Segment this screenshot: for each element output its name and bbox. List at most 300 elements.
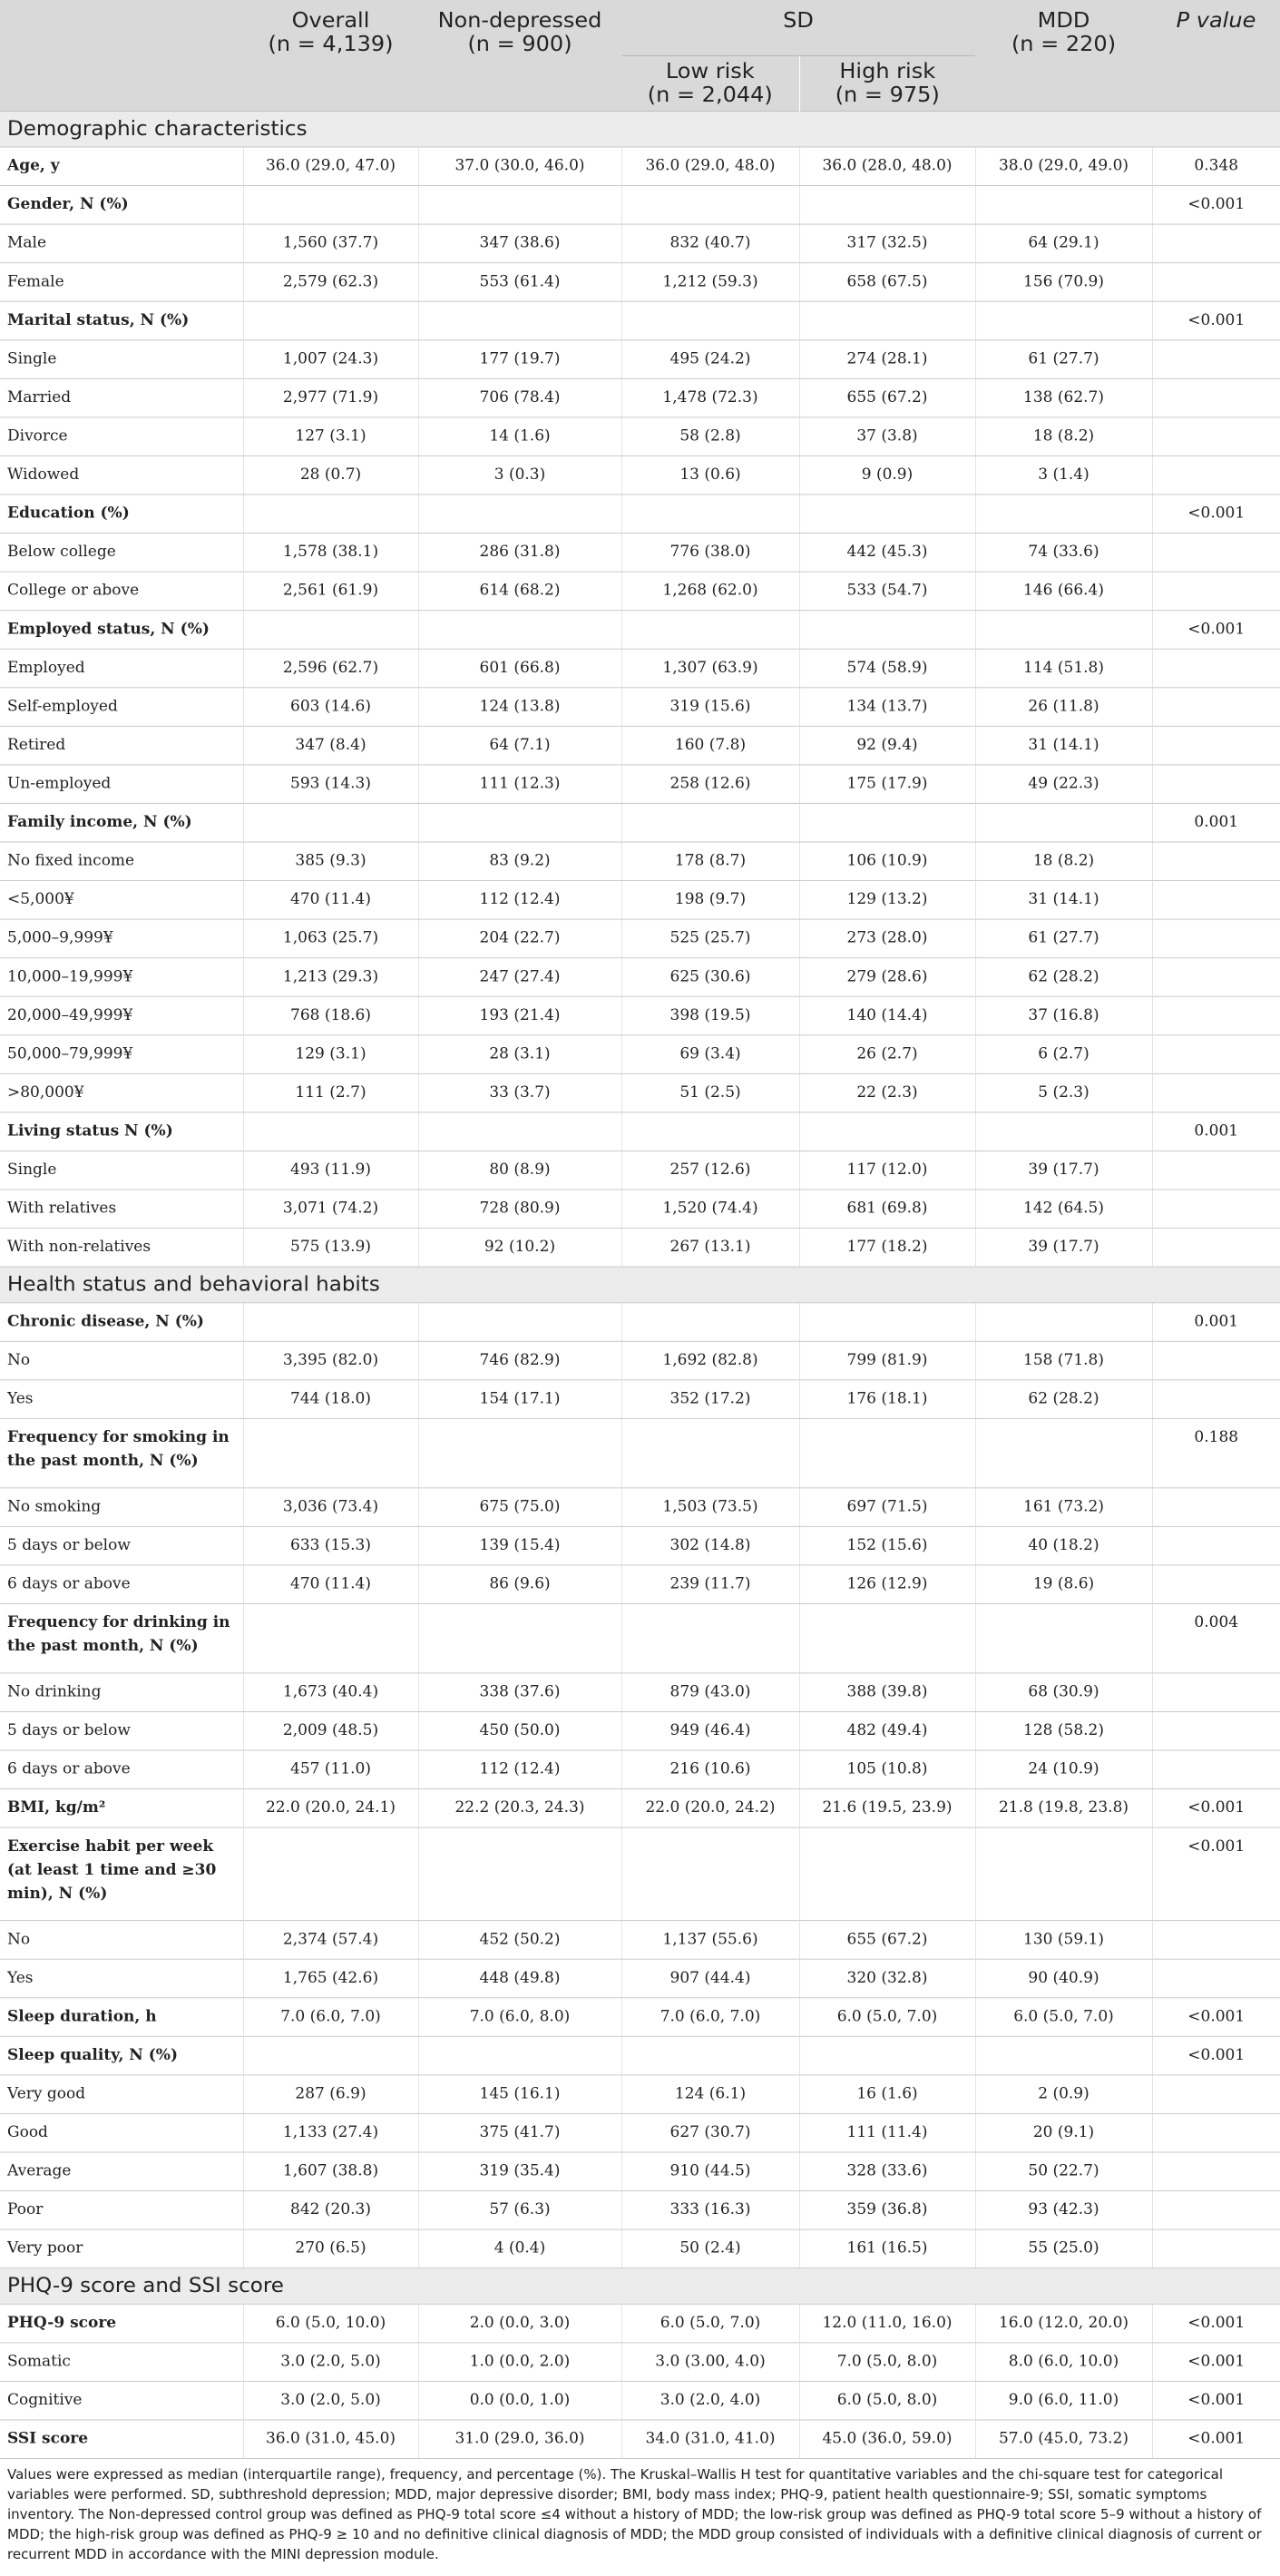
table-cell bbox=[418, 803, 621, 842]
table-cell: 3.0 (2.0, 5.0) bbox=[243, 2381, 418, 2420]
table-cell: 452 (50.2) bbox=[418, 1920, 621, 1959]
table-cell bbox=[799, 803, 975, 842]
table-cell: 8.0 (6.0, 10.0) bbox=[975, 2342, 1152, 2381]
table-cell: 1,007 (24.3) bbox=[243, 339, 418, 378]
table-cell: 319 (35.4) bbox=[418, 2151, 621, 2190]
table-cell: 7.0 (6.0, 8.0) bbox=[418, 1997, 621, 2036]
table-row bbox=[0, 1711, 1280, 1750]
table-cell bbox=[1152, 1750, 1280, 1789]
table-cell: 273 (28.0) bbox=[799, 919, 975, 958]
table-cell: 2,579 (62.3) bbox=[243, 262, 418, 301]
table-cell: 267 (13.1) bbox=[621, 1228, 799, 1267]
table-cell: 746 (82.9) bbox=[418, 1341, 621, 1380]
table-cell bbox=[418, 610, 621, 649]
section-title: Health status and behavioral habits bbox=[0, 1267, 1280, 1303]
table-cell: 74 (33.6) bbox=[975, 533, 1152, 572]
table-cell: 64 (29.1) bbox=[975, 224, 1152, 263]
table-cell: 603 (14.6) bbox=[243, 687, 418, 726]
row-label: >80,000¥ bbox=[0, 1073, 243, 1112]
table-cell: 7.0 (6.0, 7.0) bbox=[621, 1997, 799, 2036]
table-row bbox=[0, 1920, 1280, 1959]
table-cell: 112 (12.4) bbox=[418, 880, 621, 919]
table-cell: 1,520 (74.4) bbox=[621, 1190, 799, 1229]
row-label: Single bbox=[0, 1151, 243, 1190]
table-cell: 111 (12.3) bbox=[418, 764, 621, 803]
table-cell: 40 (18.2) bbox=[975, 1526, 1152, 1565]
table-cell bbox=[1152, 1526, 1280, 1565]
table-cell: 130 (59.1) bbox=[975, 1920, 1152, 1959]
table-cell bbox=[1152, 1959, 1280, 1998]
table-cell: 114 (51.8) bbox=[975, 649, 1152, 688]
table-cell bbox=[621, 301, 799, 340]
table-cell bbox=[621, 2036, 799, 2075]
row-label: Living status N (%) bbox=[0, 1112, 243, 1151]
table-cell: 258 (12.6) bbox=[621, 764, 799, 803]
table-cell: 18 (8.2) bbox=[975, 416, 1152, 455]
table-cell: 26 (2.7) bbox=[799, 1034, 975, 1073]
table-row bbox=[0, 1487, 1280, 1526]
table-cell: 61 (27.7) bbox=[975, 339, 1152, 378]
row-label: Sleep quality, N (%) bbox=[0, 2036, 243, 2075]
table-row bbox=[0, 2190, 1280, 2229]
row-label: Sleep duration, h bbox=[0, 1997, 243, 2036]
table-cell: 3,395 (82.0) bbox=[243, 1341, 418, 1380]
row-label: Married bbox=[0, 378, 243, 417]
table-cell bbox=[1152, 1151, 1280, 1190]
table-cell bbox=[621, 495, 799, 534]
table-row bbox=[0, 842, 1280, 881]
table-cell: 333 (16.3) bbox=[621, 2190, 799, 2229]
table-cell: 7.0 (5.0, 8.0) bbox=[799, 2342, 975, 2381]
row-label: Frequency for drinking in the past month, N (%) bbox=[0, 1603, 243, 1672]
row-label: Divorce bbox=[0, 416, 243, 455]
row-label: Male bbox=[0, 224, 243, 263]
table-cell: 274 (28.1) bbox=[799, 339, 975, 378]
table-cell: 145 (16.1) bbox=[418, 2074, 621, 2113]
table-row bbox=[0, 1672, 1280, 1711]
table-row bbox=[0, 764, 1280, 803]
table-cell: 706 (78.4) bbox=[418, 378, 621, 417]
table-cell: 286 (31.8) bbox=[418, 533, 621, 572]
table-cell: 0.0 (0.0, 1.0) bbox=[418, 2381, 621, 2420]
table-cell bbox=[799, 2036, 975, 2075]
table-cell bbox=[1152, 2229, 1280, 2268]
table-cell: 36.0 (29.0, 48.0) bbox=[621, 147, 799, 186]
table-cell: 907 (44.4) bbox=[621, 1959, 799, 1998]
table-cell: 36.0 (31.0, 45.0) bbox=[243, 2419, 418, 2458]
table-cell: 51 (2.5) bbox=[621, 1073, 799, 1112]
section-header bbox=[0, 1267, 1280, 1303]
table-cell: 879 (43.0) bbox=[621, 1672, 799, 1711]
table-cell: 152 (15.6) bbox=[799, 1526, 975, 1565]
table-cell: 1,213 (29.3) bbox=[243, 957, 418, 996]
table-cell: 398 (19.5) bbox=[621, 996, 799, 1035]
table-cell: 50 (22.7) bbox=[975, 2151, 1152, 2190]
table-cell bbox=[418, 1112, 621, 1151]
row-label: Yes bbox=[0, 1959, 243, 1998]
table-cell: 160 (7.8) bbox=[621, 726, 799, 765]
table-row bbox=[0, 1418, 1280, 1487]
table-cell bbox=[243, 301, 418, 340]
table-cell: 92 (9.4) bbox=[799, 726, 975, 765]
table-cell: 106 (10.9) bbox=[799, 842, 975, 881]
table-cell bbox=[243, 1603, 418, 1672]
table-cell: 7.0 (6.0, 7.0) bbox=[243, 1997, 418, 2036]
table-cell: 2,009 (48.5) bbox=[243, 1711, 418, 1750]
table-cell: 3,036 (73.4) bbox=[243, 1487, 418, 1526]
table-row bbox=[0, 2113, 1280, 2152]
table-cell: 22 (2.3) bbox=[799, 1073, 975, 1112]
table-cell: 9.0 (6.0, 11.0) bbox=[975, 2381, 1152, 2420]
table-cell: 832 (40.7) bbox=[621, 224, 799, 263]
table-cell: 768 (18.6) bbox=[243, 996, 418, 1035]
table-cell: 347 (38.6) bbox=[418, 224, 621, 263]
section-header bbox=[0, 111, 1280, 147]
table-row bbox=[0, 147, 1280, 186]
table-cell: 140 (14.4) bbox=[799, 996, 975, 1035]
table-cell: 80 (8.9) bbox=[418, 1151, 621, 1190]
table-cell: 655 (67.2) bbox=[799, 378, 975, 417]
table-cell: 13 (0.6) bbox=[621, 455, 799, 495]
table-cell: 3 (0.3) bbox=[418, 455, 621, 495]
table-cell: 385 (9.3) bbox=[243, 842, 418, 881]
table-cell: 126 (12.9) bbox=[799, 1564, 975, 1603]
row-label: Yes bbox=[0, 1379, 243, 1418]
row-label: No bbox=[0, 1920, 243, 1959]
table-cell: 3.0 (2.0, 4.0) bbox=[621, 2381, 799, 2420]
row-label: 5,000–9,999¥ bbox=[0, 919, 243, 958]
table-row bbox=[0, 1228, 1280, 1267]
table-row bbox=[0, 224, 1280, 263]
table-row bbox=[0, 301, 1280, 340]
row-label: Employed status, N (%) bbox=[0, 610, 243, 649]
table-cell: 49 (22.3) bbox=[975, 764, 1152, 803]
table-cell: 24 (10.9) bbox=[975, 1750, 1152, 1789]
header-p-value: P value bbox=[1152, 0, 1280, 111]
table-cell: <0.001 bbox=[1152, 1997, 1280, 2036]
table-cell bbox=[243, 610, 418, 649]
table-cell bbox=[1152, 455, 1280, 495]
table-cell: 124 (6.1) bbox=[621, 2074, 799, 2113]
table-cell: 3.0 (2.0, 5.0) bbox=[243, 2342, 418, 2381]
table-cell: 574 (58.9) bbox=[799, 649, 975, 688]
table-cell: 37 (3.8) bbox=[799, 416, 975, 455]
table-cell bbox=[1152, 726, 1280, 765]
row-label: 6 days or above bbox=[0, 1564, 243, 1603]
table-cell: 442 (45.3) bbox=[799, 533, 975, 572]
table-row bbox=[0, 416, 1280, 455]
table-cell: 388 (39.8) bbox=[799, 1672, 975, 1711]
table-cell bbox=[975, 1418, 1152, 1487]
row-label: 5 days or below bbox=[0, 1526, 243, 1565]
table-cell: 2,374 (57.4) bbox=[243, 1920, 418, 1959]
table-row bbox=[0, 495, 1280, 534]
table-footnote: Values were expressed as median (interquartile range), frequency, and percentage (%). The Kruskal–Wallis H test for quantitative variables and the chi-square test for categorical variables were performed. SD, subthreshold depression; MDD, major depressive disorder; BMI, body mass index; PHQ-9, patient health questionnaire-9; SSI, somatic symptoms inventory. The Non-depressed control group was defined as PHQ-9 total score ≤4 without a history of MDD; the low-risk group was defined as PHQ-9 total score 5–9 without a history of MDD; the high-risk group was defined as PHQ-9 ≥ 10 and no definitive clinical diagnosis of MDD; the MDD group consisted of individuals with a definitive clinical diagnosis of current or recurrent MDD in accordance with the MINI depression module. bbox=[7, 2466, 1262, 2562]
table-cell: 601 (66.8) bbox=[418, 649, 621, 688]
table-cell bbox=[1152, 880, 1280, 919]
row-label: Chronic disease, N (%) bbox=[0, 1302, 243, 1341]
row-label: 50,000–79,999¥ bbox=[0, 1034, 243, 1073]
table-cell: 239 (11.7) bbox=[621, 1564, 799, 1603]
header-sd: SD bbox=[621, 0, 975, 55]
row-label: PHQ-9 score bbox=[0, 2304, 243, 2343]
table-cell: 31 (14.1) bbox=[975, 726, 1152, 765]
row-label: Widowed bbox=[0, 455, 243, 495]
section-title: PHQ-9 score and SSI score bbox=[0, 2267, 1280, 2304]
table-row bbox=[0, 2036, 1280, 2075]
row-label: 6 days or above bbox=[0, 1750, 243, 1789]
table-row bbox=[0, 1034, 1280, 1073]
table-cell: 728 (80.9) bbox=[418, 1190, 621, 1229]
table-cell bbox=[1152, 533, 1280, 572]
table-cell: 776 (38.0) bbox=[621, 533, 799, 572]
table-cell: 6.0 (5.0, 7.0) bbox=[975, 1997, 1152, 2036]
table-cell bbox=[975, 185, 1152, 224]
table-cell: 4 (0.4) bbox=[418, 2229, 621, 2268]
table-cell: 1,607 (38.8) bbox=[243, 2151, 418, 2190]
table-cell: 744 (18.0) bbox=[243, 1379, 418, 1418]
table-cell bbox=[975, 1302, 1152, 1341]
table-cell: 2 (0.9) bbox=[975, 2074, 1152, 2113]
row-label: No drinking bbox=[0, 1672, 243, 1711]
table-cell: 22.2 (20.3, 24.3) bbox=[418, 1788, 621, 1827]
table-cell: 450 (50.0) bbox=[418, 1711, 621, 1750]
table-row bbox=[0, 1526, 1280, 1565]
table-cell: 161 (16.5) bbox=[799, 2229, 975, 2268]
table-row bbox=[0, 1151, 1280, 1190]
table-cell: 22.0 (20.0, 24.1) bbox=[243, 1788, 418, 1827]
header-non-depressed: Non-depressed (n = 900) bbox=[418, 0, 621, 111]
table-row bbox=[0, 1827, 1280, 1921]
table-cell: 69 (3.4) bbox=[621, 1034, 799, 1073]
table-cell: 3.0 (3.00, 4.0) bbox=[621, 2342, 799, 2381]
table-cell: 31.0 (29.0, 36.0) bbox=[418, 2419, 621, 2458]
table-cell: 675 (75.0) bbox=[418, 1487, 621, 1526]
table-cell: 842 (20.3) bbox=[243, 2190, 418, 2229]
table-cell: 39 (17.7) bbox=[975, 1151, 1152, 1190]
row-label: Somatic bbox=[0, 2342, 243, 2381]
table-row bbox=[0, 1341, 1280, 1380]
table-cell: 493 (11.9) bbox=[243, 1151, 418, 1190]
table-cell: 0.348 bbox=[1152, 147, 1280, 186]
table-header bbox=[0, 0, 1280, 111]
table-cell: 352 (17.2) bbox=[621, 1379, 799, 1418]
table-cell: 6.0 (5.0, 10.0) bbox=[243, 2304, 418, 2343]
table-cell bbox=[243, 495, 418, 534]
table-cell: 105 (10.8) bbox=[799, 1750, 975, 1789]
table-row bbox=[0, 455, 1280, 495]
table-cell: 28 (0.7) bbox=[243, 455, 418, 495]
table-cell: 575 (13.9) bbox=[243, 1228, 418, 1267]
table-cell: 553 (61.4) bbox=[418, 262, 621, 301]
row-label: Marital status, N (%) bbox=[0, 301, 243, 340]
table-cell: 90 (40.9) bbox=[975, 1959, 1152, 1998]
table-cell: 156 (70.9) bbox=[975, 262, 1152, 301]
table-cell: 0.001 bbox=[1152, 803, 1280, 842]
row-label: Very poor bbox=[0, 2229, 243, 2268]
table-cell: 62 (28.2) bbox=[975, 957, 1152, 996]
table-cell bbox=[1152, 1379, 1280, 1418]
table-cell bbox=[1152, 1564, 1280, 1603]
table-cell: 457 (11.0) bbox=[243, 1750, 418, 1789]
table-row bbox=[0, 1112, 1280, 1151]
row-label: BMI, kg/m² bbox=[0, 1788, 243, 1827]
row-label: No fixed income bbox=[0, 842, 243, 881]
table-cell: 470 (11.4) bbox=[243, 880, 418, 919]
table-cell bbox=[1152, 687, 1280, 726]
table-row bbox=[0, 880, 1280, 919]
table-cell: 633 (15.3) bbox=[243, 1526, 418, 1565]
table-cell: 799 (81.9) bbox=[799, 1341, 975, 1380]
table-cell bbox=[1152, 224, 1280, 263]
table-row bbox=[0, 803, 1280, 842]
header-high-risk: High risk (n = 975) bbox=[799, 55, 975, 111]
row-label: Gender, N (%) bbox=[0, 185, 243, 224]
table-row bbox=[0, 610, 1280, 649]
table-cell bbox=[418, 1418, 621, 1487]
table-cell: 614 (68.2) bbox=[418, 572, 621, 611]
table-cell: 92 (10.2) bbox=[418, 1228, 621, 1267]
table-row bbox=[0, 1750, 1280, 1789]
table-cell bbox=[799, 1418, 975, 1487]
table-cell: 64 (7.1) bbox=[418, 726, 621, 765]
table-cell bbox=[975, 803, 1152, 842]
table-cell bbox=[799, 610, 975, 649]
table-row bbox=[0, 1190, 1280, 1229]
table-cell: 39 (17.7) bbox=[975, 1228, 1152, 1267]
table-cell bbox=[1152, 2113, 1280, 2152]
table-cell bbox=[418, 185, 621, 224]
table-body bbox=[0, 111, 1280, 2458]
table-cell: 247 (27.4) bbox=[418, 957, 621, 996]
table-cell bbox=[799, 1302, 975, 1341]
table-cell: 448 (49.8) bbox=[418, 1959, 621, 1998]
table-row bbox=[0, 185, 1280, 224]
table-cell: 175 (17.9) bbox=[799, 764, 975, 803]
table-cell: 302 (14.8) bbox=[621, 1526, 799, 1565]
table-row bbox=[0, 726, 1280, 765]
table-row bbox=[0, 1997, 1280, 2036]
table-row bbox=[0, 687, 1280, 726]
table-cell: <0.001 bbox=[1152, 2381, 1280, 2420]
row-label: <5,000¥ bbox=[0, 880, 243, 919]
header-low-risk: Low risk (n = 2,044) bbox=[621, 55, 799, 111]
table-cell: 3,071 (74.2) bbox=[243, 1190, 418, 1229]
row-label: Female bbox=[0, 262, 243, 301]
table-cell bbox=[621, 1827, 799, 1921]
table-cell: 58 (2.8) bbox=[621, 416, 799, 455]
table-cell: 347 (8.4) bbox=[243, 726, 418, 765]
table-row bbox=[0, 533, 1280, 572]
table-cell: <0.001 bbox=[1152, 2419, 1280, 2458]
table-cell: 12.0 (11.0, 16.0) bbox=[799, 2304, 975, 2343]
table-cell bbox=[799, 301, 975, 340]
row-label: No smoking bbox=[0, 1487, 243, 1526]
table-cell: 37.0 (30.0, 46.0) bbox=[418, 147, 621, 186]
table-cell bbox=[1152, 2151, 1280, 2190]
row-label: Age, y bbox=[0, 147, 243, 186]
table-cell: 161 (73.2) bbox=[975, 1487, 1152, 1526]
table-row bbox=[0, 572, 1280, 611]
table-cell bbox=[243, 2036, 418, 2075]
table-cell: 22.0 (20.0, 24.2) bbox=[621, 1788, 799, 1827]
table-cell: 14 (1.6) bbox=[418, 416, 621, 455]
table-cell: <0.001 bbox=[1152, 1827, 1280, 1921]
row-label: 5 days or below bbox=[0, 1711, 243, 1750]
table-cell: 949 (46.4) bbox=[621, 1711, 799, 1750]
table-cell bbox=[975, 1112, 1152, 1151]
table-cell bbox=[799, 1112, 975, 1151]
table-cell: 593 (14.3) bbox=[243, 764, 418, 803]
table-cell: 1.0 (0.0, 2.0) bbox=[418, 2342, 621, 2381]
table-cell: 328 (33.6) bbox=[799, 2151, 975, 2190]
table-cell: 2,596 (62.7) bbox=[243, 649, 418, 688]
table-cell: 9 (0.9) bbox=[799, 455, 975, 495]
row-label: Employed bbox=[0, 649, 243, 688]
table-cell bbox=[1152, 378, 1280, 417]
table-cell bbox=[1152, 416, 1280, 455]
table-cell: 2,977 (71.9) bbox=[243, 378, 418, 417]
table-cell: <0.001 bbox=[1152, 2342, 1280, 2381]
table-row bbox=[0, 339, 1280, 378]
row-label: Single bbox=[0, 339, 243, 378]
table-cell: 83 (9.2) bbox=[418, 842, 621, 881]
table-cell bbox=[243, 1827, 418, 1921]
row-label: Cognitive bbox=[0, 2381, 243, 2420]
table-cell bbox=[621, 610, 799, 649]
row-label: SSI score bbox=[0, 2419, 243, 2458]
table-cell: 1,578 (38.1) bbox=[243, 533, 418, 572]
table-cell: 111 (2.7) bbox=[243, 1073, 418, 1112]
table-cell: 127 (3.1) bbox=[243, 416, 418, 455]
table-cell bbox=[243, 803, 418, 842]
table-cell: 627 (30.7) bbox=[621, 2113, 799, 2152]
table-cell: 655 (67.2) bbox=[799, 1920, 975, 1959]
table-row bbox=[0, 957, 1280, 996]
table-cell bbox=[1152, 1920, 1280, 1959]
header-variable bbox=[0, 0, 243, 111]
table-cell: 204 (22.7) bbox=[418, 919, 621, 958]
table-row bbox=[0, 378, 1280, 417]
table-row bbox=[0, 2151, 1280, 2190]
row-label: 20,000–49,999¥ bbox=[0, 996, 243, 1035]
table-cell: 129 (3.1) bbox=[243, 1034, 418, 1073]
table-cell: 1,503 (73.5) bbox=[621, 1487, 799, 1526]
table-cell bbox=[1152, 1672, 1280, 1711]
row-label: College or above bbox=[0, 572, 243, 611]
table-cell bbox=[1152, 649, 1280, 688]
table-cell: 176 (18.1) bbox=[799, 1379, 975, 1418]
table-cell: 0.004 bbox=[1152, 1603, 1280, 1672]
table-cell bbox=[1152, 262, 1280, 301]
table-cell: 482 (49.4) bbox=[799, 1711, 975, 1750]
row-label: Below college bbox=[0, 533, 243, 572]
table-cell: <0.001 bbox=[1152, 2036, 1280, 2075]
table-row bbox=[0, 262, 1280, 301]
table-cell: 193 (21.4) bbox=[418, 996, 621, 1035]
table-cell bbox=[243, 1112, 418, 1151]
table-row bbox=[0, 1959, 1280, 1998]
table-cell bbox=[975, 2036, 1152, 2075]
row-label: Poor bbox=[0, 2190, 243, 2229]
table-cell bbox=[975, 1827, 1152, 1921]
row-label: With relatives bbox=[0, 1190, 243, 1229]
table-cell: 177 (19.7) bbox=[418, 339, 621, 378]
table-cell: 37 (16.8) bbox=[975, 996, 1152, 1035]
table-cell bbox=[621, 803, 799, 842]
table-cell: 319 (15.6) bbox=[621, 687, 799, 726]
table-cell: 34.0 (31.0, 41.0) bbox=[621, 2419, 799, 2458]
